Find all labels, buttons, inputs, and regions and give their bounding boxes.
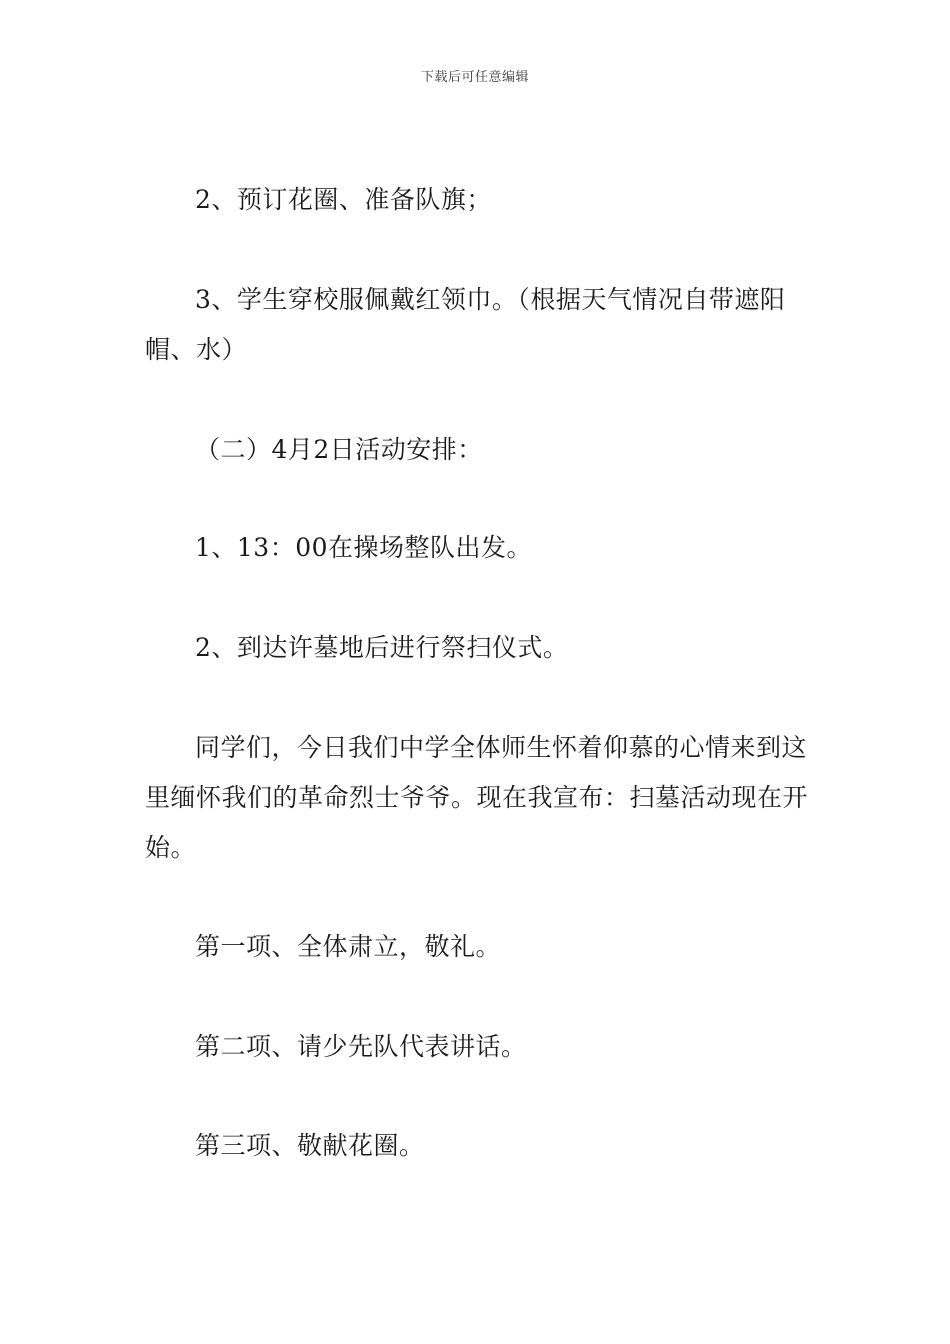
- page-header: 下载后可任意编辑: [420, 70, 529, 85]
- paragraph-speech-opening: 同学们，今日我们中学全体师生怀着仰慕的心情来到这里缅怀我们的革命烈士爷爷。现在我宣布：扫墓活动现在开始。: [145, 733, 809, 862]
- paragraph-school-uniform: 3、学生穿校服佩戴红领巾。（根据天气情况自带遮阳帽、水）: [145, 285, 786, 364]
- paragraph-departure: 1、13：00在操场整队出发。: [195, 533, 533, 562]
- paragraph-schedule-heading: （二）4月2日活动安排：: [195, 435, 483, 464]
- paragraph-ceremony: 2、到达许墓地后进行祭扫仪式。: [195, 633, 569, 662]
- paragraph-item-two: 第二项、请少先队代表讲话。: [195, 1032, 527, 1061]
- paragraph-item-three: 第三项、敬献花圈。: [195, 1131, 425, 1160]
- paragraph-prepare-wreath: 2、预订花圈、准备队旗；: [195, 185, 492, 214]
- paragraph-item-one: 第一项、全体肃立，敬礼。: [195, 932, 502, 961]
